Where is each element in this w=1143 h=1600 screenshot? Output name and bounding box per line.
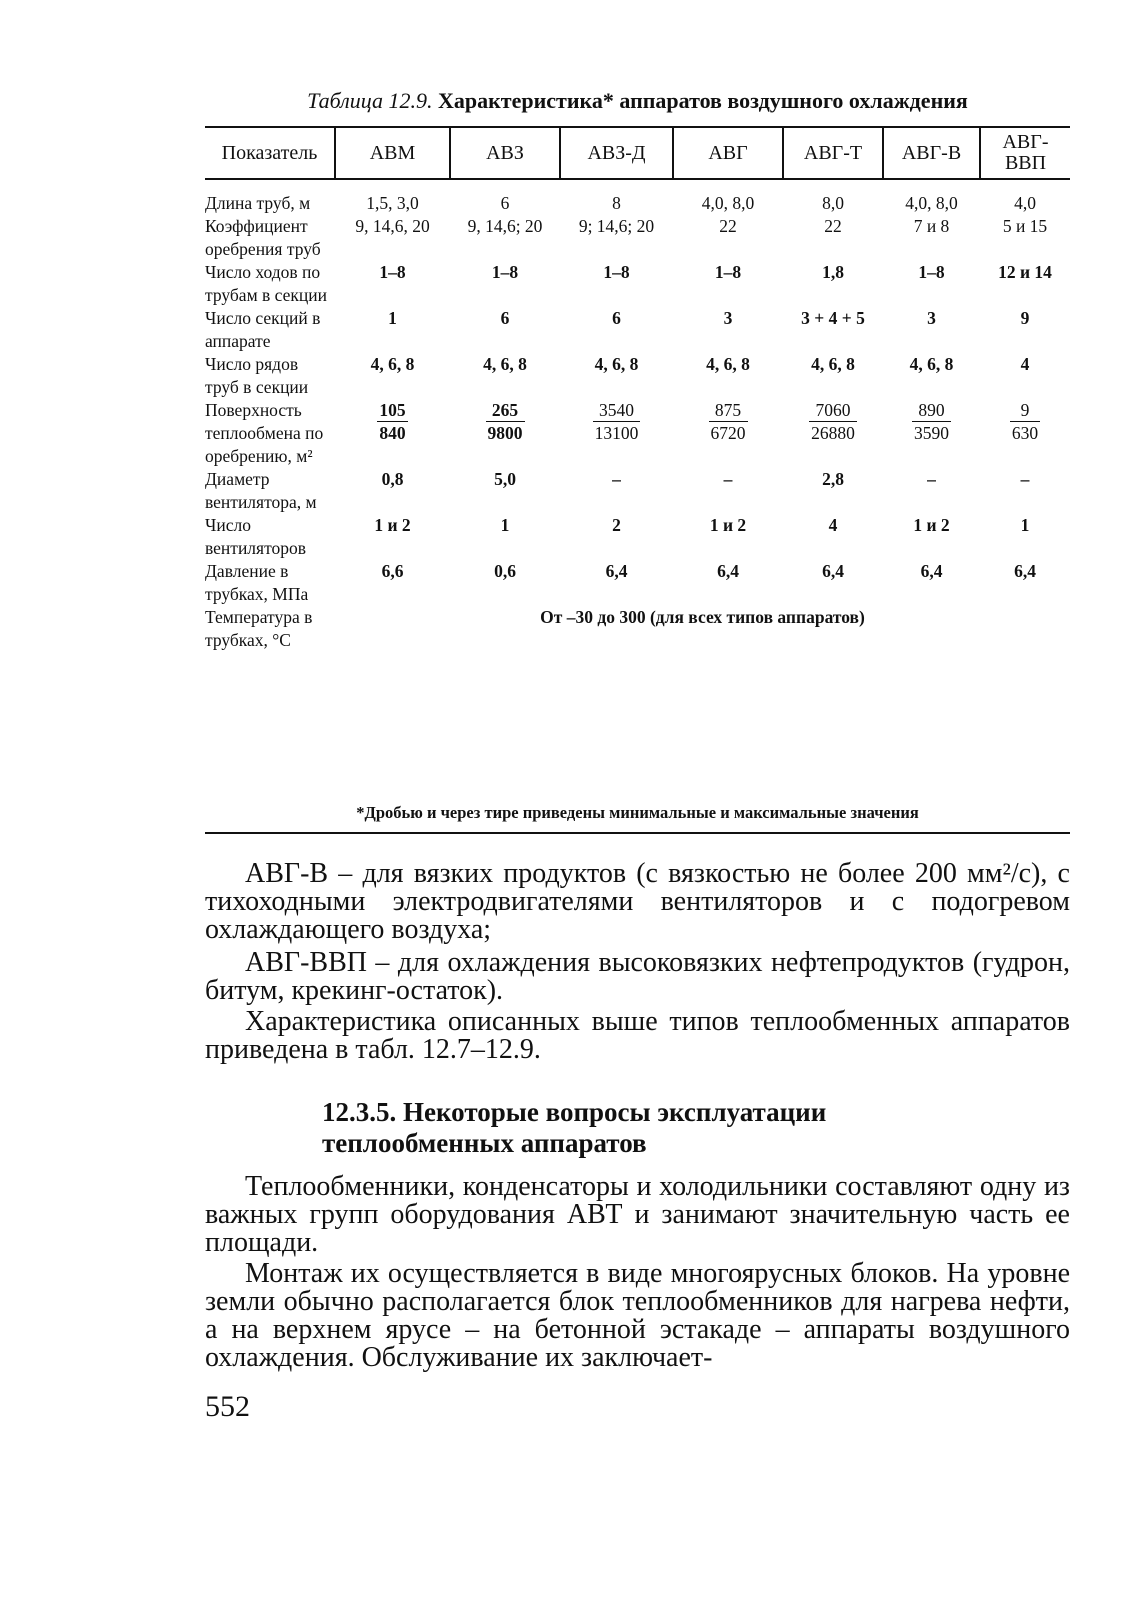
table-cell: 0,6 <box>494 561 516 581</box>
table-cell: 5 и 15 <box>1002 216 1048 236</box>
table-cell: 2 <box>612 515 621 535</box>
table-cell: 7 и 8 <box>913 216 950 236</box>
table-cell: 4 <box>1020 354 1030 374</box>
table-cell: – <box>1020 469 1030 489</box>
table-cell: 1 и 2 <box>913 515 950 535</box>
table-cell: 4, 6, 8 <box>811 354 855 374</box>
column-header: АВЗ <box>450 127 560 179</box>
row-label: Длина труб, м <box>205 193 311 213</box>
row-label: Температура в трубках, °С <box>205 607 313 650</box>
fraction-denominator: 840 <box>379 423 406 443</box>
characteristics-table <box>205 126 1070 652</box>
table-cell <box>450 399 560 468</box>
table-cell: 1–8 <box>491 262 519 282</box>
fraction-value <box>486 399 525 444</box>
table-caption-label: Таблица 12.9. <box>307 88 433 113</box>
fraction-numerator: 9 <box>1010 399 1040 422</box>
table-cell: 1 и 2 <box>709 515 747 535</box>
column-header: АВГ-Т <box>783 127 883 179</box>
table-cell: 3 + 4 + 5 <box>801 308 865 328</box>
table-cell: 4, 6, 8 <box>370 354 415 374</box>
table-cell <box>783 399 883 468</box>
row-label: Число рядов труб в секции <box>205 354 309 397</box>
fraction-numerator: 105 <box>379 400 406 420</box>
page-number: 552 <box>205 1390 250 1423</box>
table-cell: – <box>612 469 621 489</box>
table-cell: 12 и 14 <box>998 262 1052 282</box>
table-cell: 6 <box>500 308 510 328</box>
row-label: Число секций в аппарате <box>205 308 321 351</box>
table-cell: 9; 14,6; 20 <box>578 216 655 236</box>
fraction-denominator: 13100 <box>594 423 639 443</box>
table-cell: 6,4 <box>717 561 739 581</box>
table-cell: 3 <box>927 308 936 328</box>
table-cell: – <box>723 469 733 489</box>
table-cell: 1 <box>500 515 510 535</box>
row-label: Давление в трубках, МПа <box>205 561 309 604</box>
table-cell: 6,4 <box>1014 561 1036 581</box>
fraction-value <box>377 399 407 444</box>
table-cell: 2,8 <box>822 469 844 489</box>
table-cell: 9, 14,6, 20 <box>355 216 430 236</box>
table-cell: 1 и 2 <box>374 515 411 535</box>
table-row <box>205 179 1070 215</box>
table-cell: 1,5, 3,0 <box>366 193 419 213</box>
table-row <box>205 468 1070 514</box>
row-label: Число вентиляторов <box>205 515 307 558</box>
table-cell: 6,6 <box>381 561 404 581</box>
table-caption <box>205 88 1070 114</box>
table-cell: 4,0, 8,0 <box>701 193 755 213</box>
paragraph-heat-exchangers: Теплообменники, конденсаторы и холодильники составляют одну из важных групп оборудования АВТ и занимают значительную часть ее площади. <box>205 1171 1070 1258</box>
table-cell: 1–8 <box>918 262 945 282</box>
table-row <box>205 606 1070 652</box>
table-cell: 8,0 <box>822 193 844 213</box>
row-label: Коэффициент оребрения труб <box>205 216 321 259</box>
table-cell: 22 <box>719 216 737 236</box>
fraction-numerator: 265 <box>486 399 525 422</box>
table-cell: 8 <box>612 193 621 213</box>
table-cell: 4 <box>828 515 838 535</box>
table-cell: 1 <box>388 308 397 328</box>
fraction-value <box>912 399 951 444</box>
table-row <box>205 353 1070 399</box>
table-cell: 5,0 <box>494 469 516 489</box>
table-cell: 4, 6, 8 <box>706 354 750 374</box>
table-cell: 1–8 <box>379 262 406 282</box>
table-cell <box>883 399 980 468</box>
table-cell: 6,4 <box>920 561 943 581</box>
column-header: АВГ-ВВП <box>980 127 1070 179</box>
table-cell <box>980 399 1070 468</box>
fraction-numerator: 7060 <box>809 399 857 422</box>
table-caption-title: Характеристика* аппаратов воздушного охлаждения <box>437 88 968 113</box>
table-cell: 9 <box>1020 308 1030 328</box>
table-row <box>205 560 1070 606</box>
table-row <box>205 307 1070 353</box>
fraction-numerator: 890 <box>912 399 951 422</box>
table-body <box>205 179 1070 652</box>
table-cell: 0,8 <box>381 469 404 489</box>
table-cell: 4,0, 8,0 <box>905 193 958 213</box>
row-label: Диаметр вентилятора, м <box>205 469 317 512</box>
table-cell: 9, 14,6; 20 <box>467 216 543 236</box>
row-label: Число ходов по трубам в секции <box>205 262 328 305</box>
table-cell: 1–8 <box>603 262 630 282</box>
table-cell: 3 <box>723 308 733 328</box>
paragraph-reference: Характеристика описанных выше типов теплообменных аппаратов приведена в табл. 12.7–12.9. <box>205 1006 1070 1065</box>
table-row <box>205 399 1070 468</box>
fraction-value <box>809 399 857 444</box>
paragraph-avg-vvp: АВГ-ВВП – для охлаждения высоковязких нефтепродуктов (гудрон, битум, крекинг-остаток). <box>205 947 1070 1006</box>
table-cell-span: От –30 до 300 (для всех типов аппаратов) <box>540 607 865 627</box>
column-header: АВМ <box>335 127 450 179</box>
fraction-denominator: 9800 <box>487 423 523 443</box>
table-cell: 6 <box>500 193 510 213</box>
table-cell: 6,4 <box>605 561 628 581</box>
table-bottom-rule <box>205 832 1070 834</box>
table-cell: 6,4 <box>822 561 844 581</box>
table-cell: – <box>927 469 936 489</box>
paragraph-mounting: Монтаж их осуществляется в виде многоярусных блоков. На уровне земли обычно располагается блок теплообменников для нагрева нефти, а на верхнем ярусе – на бетонной эстакаде – аппараты воздушного охлаждения. Обслуживание их заключает- <box>205 1258 1070 1373</box>
column-header: Показатель <box>205 127 335 179</box>
row-label: Поверхность теплообмена по оребрению, м² <box>205 400 324 466</box>
fraction-denominator: 630 <box>1011 423 1039 443</box>
fraction-numerator: 875 <box>709 399 748 422</box>
table-row <box>205 215 1070 261</box>
fraction-denominator: 26880 <box>811 423 855 443</box>
table-cell <box>673 399 783 468</box>
table-cell: 4, 6, 8 <box>483 354 527 374</box>
fraction-denominator: 3590 <box>914 423 949 443</box>
table-cell: 1–8 <box>714 262 742 282</box>
fraction-denominator: 6720 <box>710 423 746 443</box>
table-cell <box>560 399 673 468</box>
table-cell: 22 <box>824 216 842 236</box>
table-header-row <box>205 127 1070 179</box>
fraction-value <box>709 399 748 444</box>
section-heading: 12.3.5. Некоторые вопросы эксплуатации теплообменных аппаратов <box>322 1097 827 1158</box>
table-cell <box>335 399 450 468</box>
column-header: АВГ <box>673 127 783 179</box>
table-row <box>205 261 1070 307</box>
table-cell: 1,8 <box>822 262 844 282</box>
column-header: АВГ-В <box>883 127 980 179</box>
table-cell: 4,0 <box>1014 193 1036 213</box>
table-cell: 6 <box>612 308 621 328</box>
column-header: АВЗ-Д <box>560 127 673 179</box>
fraction-value <box>593 399 641 444</box>
table-footnote: *Дробью и через тире приведены минимальные и максимальные значения <box>356 803 919 822</box>
table-row <box>205 514 1070 560</box>
table-cell: 4, 6, 8 <box>594 354 639 374</box>
paragraph-avg-v: АВГ-В – для вязких продуктов (с вязкостью не более 200 мм²/с), с тихоходными электродвигателями вентиляторов и с подогревом охлаждающего воздуха; <box>205 858 1070 945</box>
fraction-value <box>1010 399 1040 444</box>
table-cell: 1 <box>1020 515 1030 535</box>
table-cell: 4, 6, 8 <box>909 354 954 374</box>
fraction-numerator: 3540 <box>593 399 641 422</box>
